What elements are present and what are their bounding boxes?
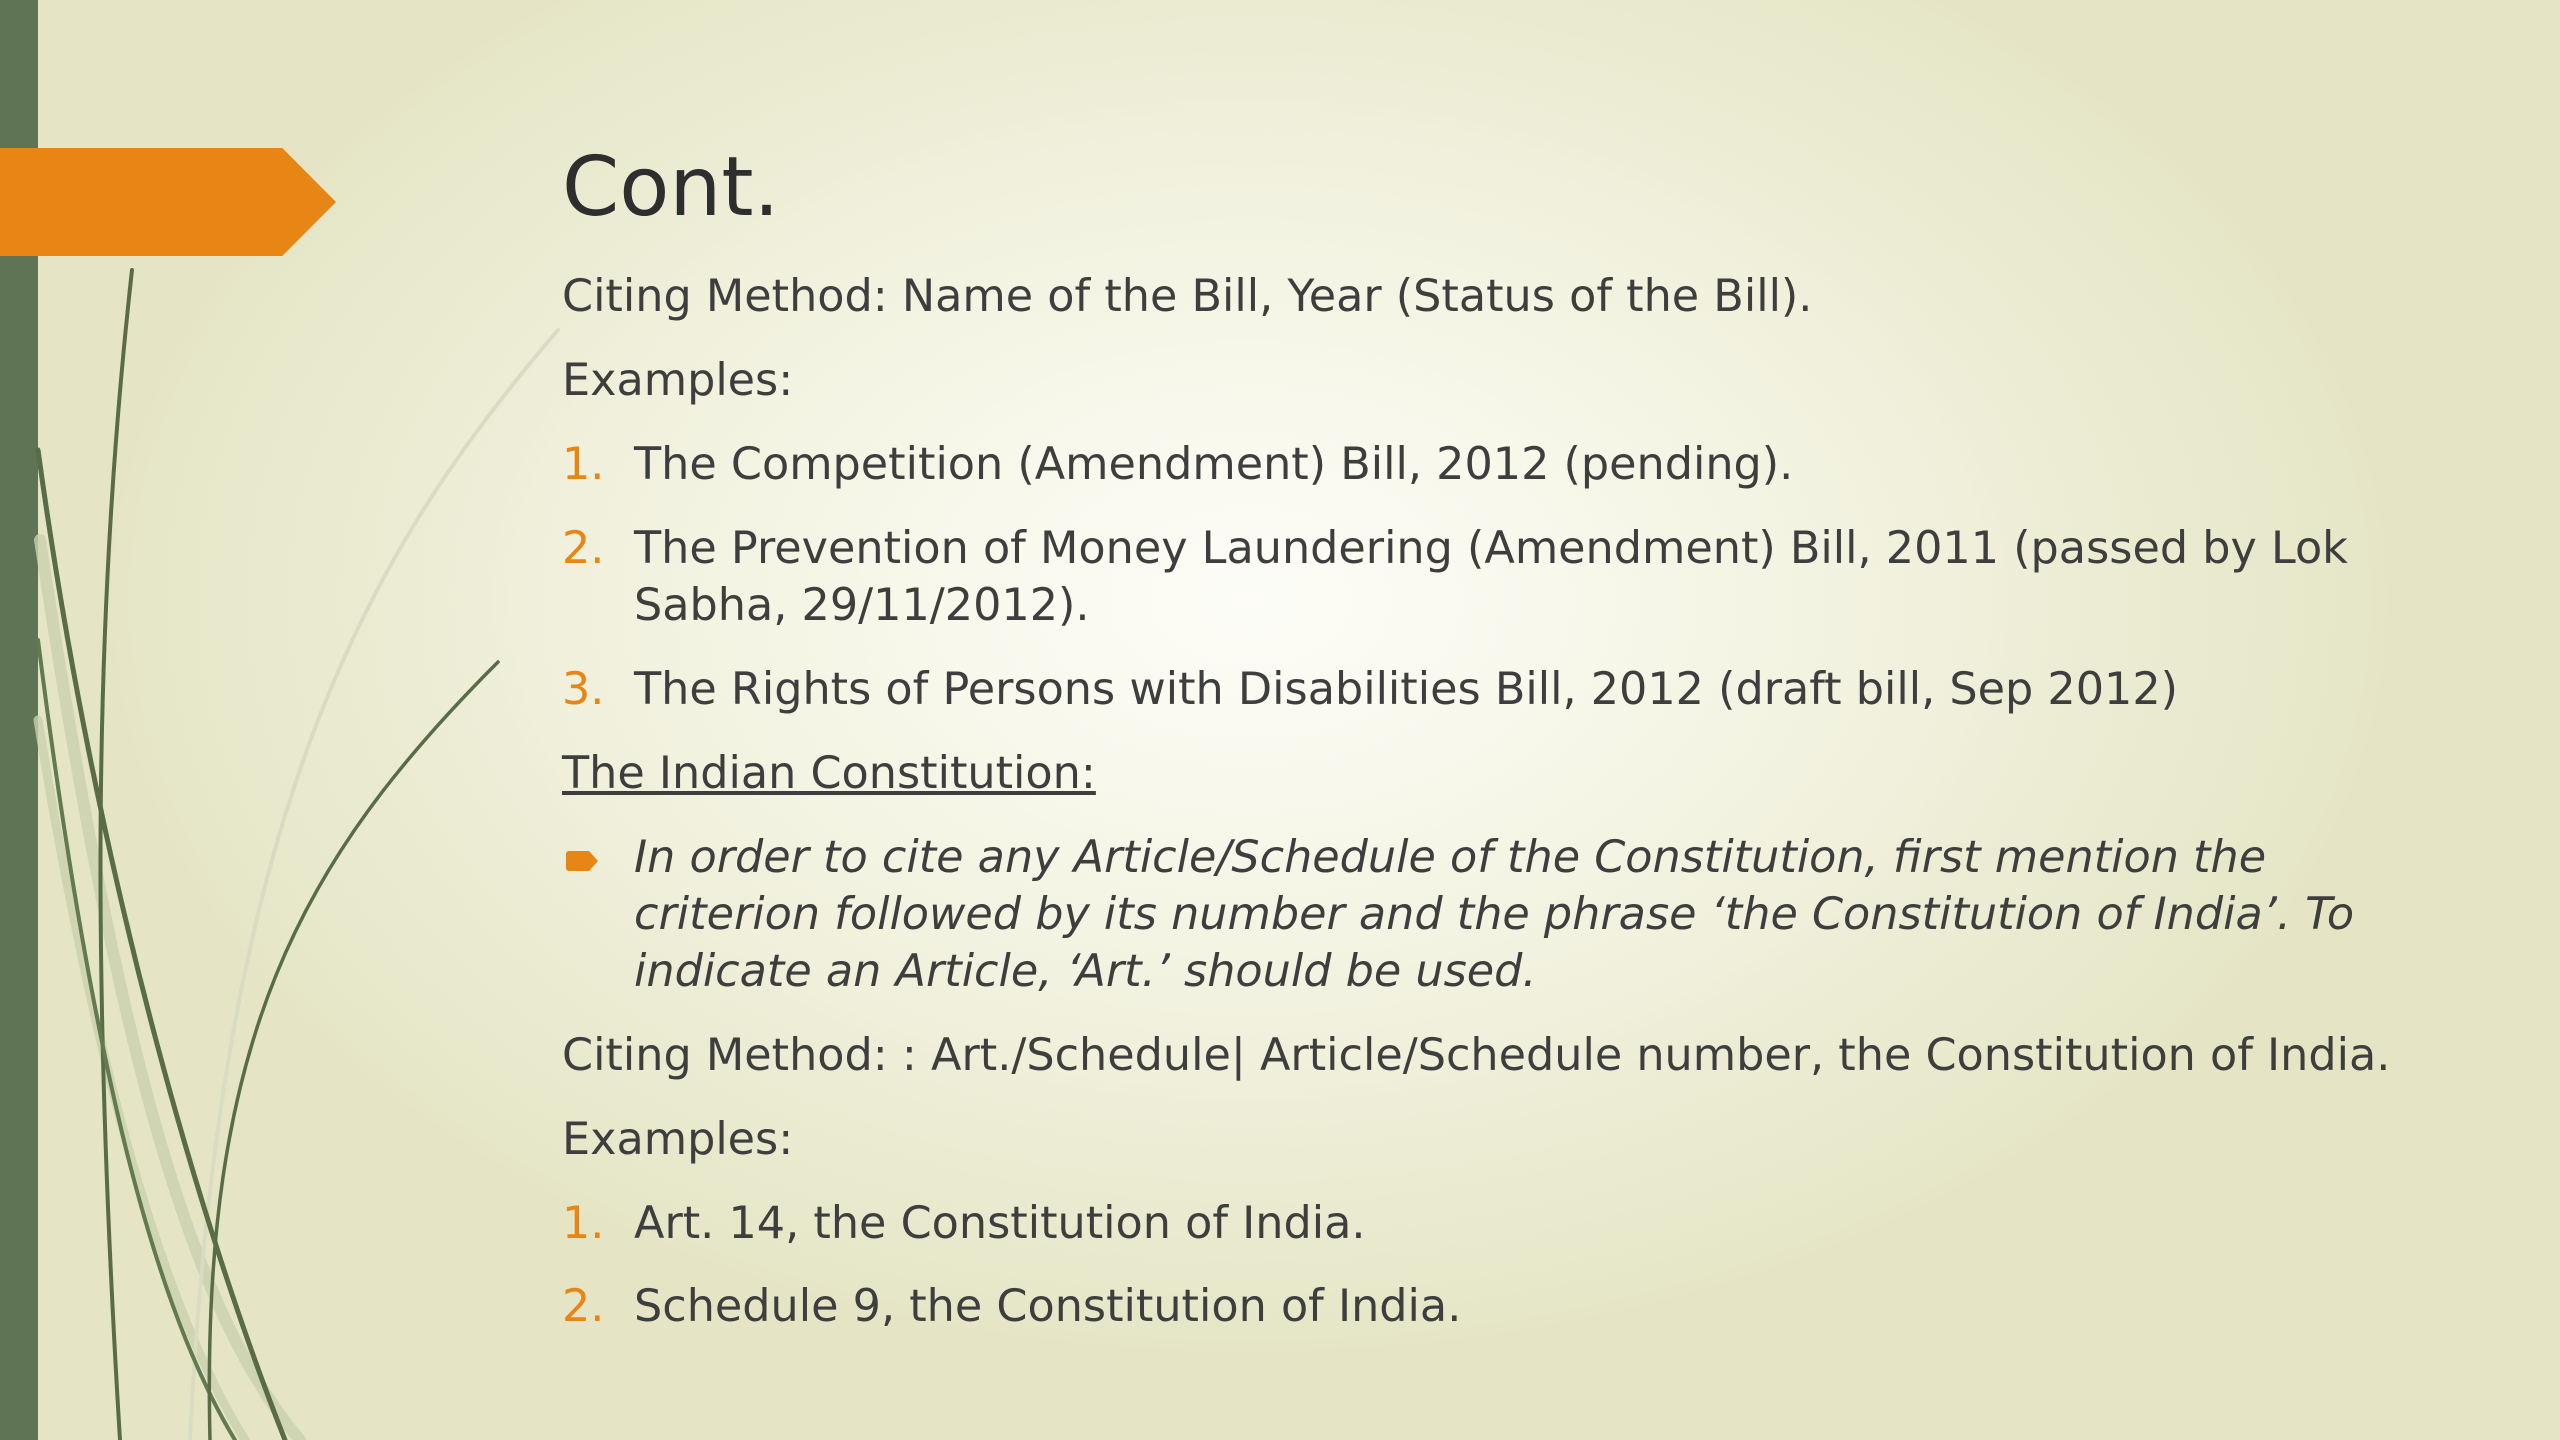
list-item <box>562 1278 2462 1335</box>
list-number: 3. <box>562 664 605 715</box>
list-item <box>562 661 2462 718</box>
bullet-item <box>562 829 2462 1000</box>
list-item <box>562 1195 2462 1252</box>
list-item-text: Schedule 9, the Constitution of India. <box>634 1281 1462 1332</box>
list-number: 2. <box>562 1281 605 1332</box>
arrow-bullet-icon <box>562 829 634 886</box>
list-number: 1. <box>562 439 605 490</box>
constitution-citing-method: Citing Method: : Art./Schedule| Article/Schedule number, the Constitution of India. <box>562 1030 2391 1081</box>
list-number: 2. <box>562 523 605 574</box>
orange-arrow-tab <box>0 148 336 256</box>
list-item <box>562 436 2462 493</box>
constitution-heading: The Indian Constitution: <box>562 748 1096 799</box>
list-item <box>562 520 2462 634</box>
slide-body <box>562 268 2462 1335</box>
list-item-text: The Competition (Amendment) Bill, 2012 (pending). <box>634 439 1794 490</box>
bullet-text: In order to cite any Article/Schedule of the Constitution, first mention the criterion followed by its number and the phrase ‘the Constitution of India’. To indicate an Article, ‘Art.’ should be used. <box>634 832 2355 997</box>
bill-examples-label: Examples: <box>562 355 794 406</box>
list-item-text: The Rights of Persons with Disabilities Bill, 2012 (draft bill, Sep 2012) <box>634 664 2179 715</box>
list-item-text: Art. 14, the Constitution of India. <box>634 1198 1366 1249</box>
bill-citing-method: Citing Method: Name of the Bill, Year (Status of the Bill). <box>562 271 1813 322</box>
constitution-examples-label: Examples: <box>562 1114 794 1165</box>
slide-title: Cont. <box>562 140 780 235</box>
list-number: 1. <box>562 1198 605 1249</box>
list-item-text: The Prevention of Money Laundering (Amendment) Bill, 2011 (passed by Lok Sabha, 29/11/2012). <box>634 523 2348 631</box>
